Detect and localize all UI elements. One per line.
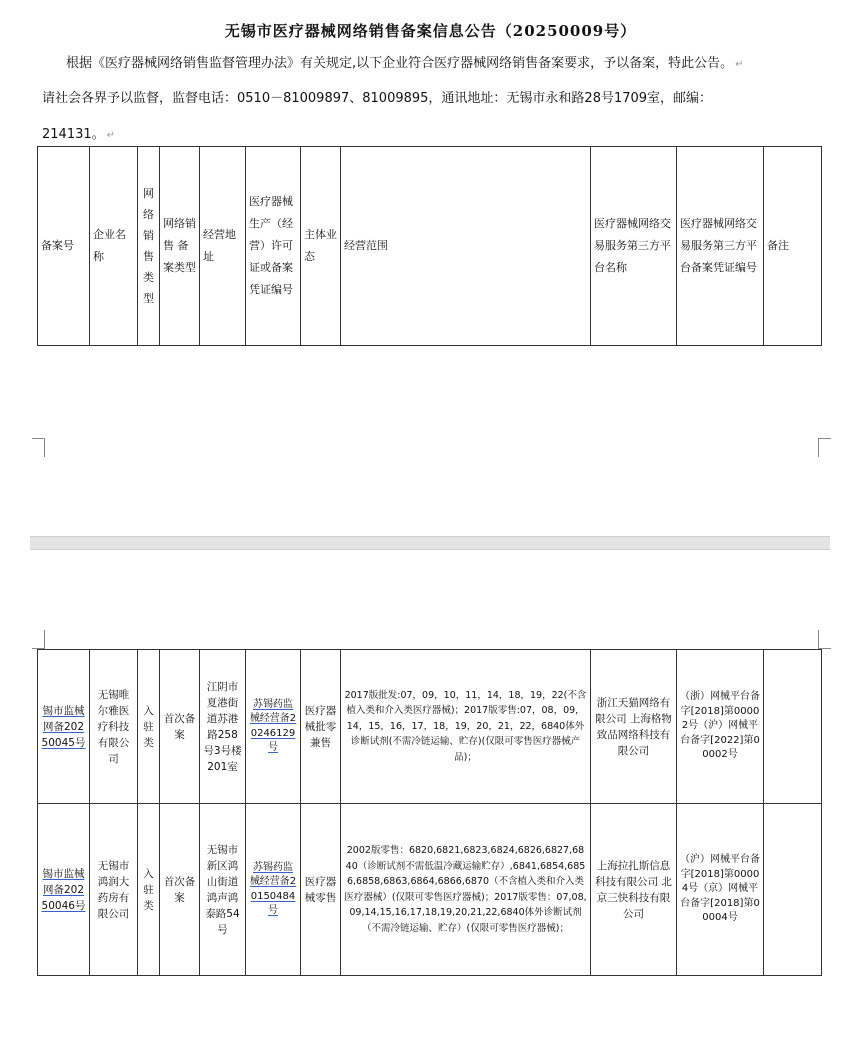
cell-record-type: 首次备案 [160,804,200,976]
cell-platform-no: （沪）网械平台备字[2018]第00004号（京）网械平台备字[2018]第00004号 [677,804,764,976]
header-address: 经营地址 [200,147,246,346]
header-license: 医疗器械生产（经营）许可证或备案凭证编号 [246,147,301,346]
header-platform-no: 医疗器械网络交易服务第三方平台备案凭证编号 [677,147,764,346]
page-break-gap [30,536,830,550]
cell-record-type: 首次备案 [160,650,200,804]
cell-platform-no: （浙）网械平台备字[2018]第00002号（沪）网械平台备字[2022]第00002号 [677,650,764,804]
header-remark: 备注 [764,147,822,346]
header-net-type: 网络销售类型 [138,147,160,346]
cell-business-form: 医疗器械零售 [301,804,341,976]
table-row [38,804,822,976]
header-record-no: 备案号 [38,147,90,346]
cell-scope: 2017版批发:07，09，10，11，14，18，19，22(不含植入类和介入类医疗器械)；2017版零售:07，08，09，14，15，16，17，18，19，20，21，22，6840体外诊断试剂(不需冷链运输、贮存)(仅限可零售医疗器械产品)； [341,650,591,804]
header-platform-name: 医疗器械网络交易服务第三方平台名称 [591,147,677,346]
intro-line-2: 请社会各界予以监督，监督电话：0510－81009897、81009895，通讯地址：无锡市永和路28号1709室，邮编： [42,91,713,106]
header-business-form: 主体业态 [301,147,341,346]
page-corner-mark [32,630,45,649]
intro-line-1: 根据《医疗器械网络销售监督管理办法》有关规定,以下企业符合医疗器械网络销售备案要求，予以备案，特此公告。 ↵ [66,56,744,71]
cell-license: 苏锡药监械经营备20150484号 [246,804,301,976]
cell-remark [764,804,822,976]
page-corner-mark [32,438,45,457]
cell-platform-name: 浙江天猫网络有限公司 上海格物致品网络科技有限公司 [591,650,677,804]
document-title: 无锡市医疗器械网络销售备案信息公告（20250009号） [224,22,637,40]
cell-address: 江阴市夏港街道苏港路258号3号楼201室 [200,650,246,804]
table-row [38,650,822,804]
cell-address: 无锡市新区鸿山街道鸿声鸿泰路54号 [200,804,246,976]
header-scope: 经营范围 [341,147,591,346]
cell-net-type: 入驻类 [138,650,160,804]
cell-record-no: 锡市监械网备20250046号 [38,804,90,976]
cell-platform-name: 上海拉扎斯信息科技有限公司 北京三快科技有限公司 [591,804,677,976]
header-company: 企业名称 [90,147,138,346]
cell-remark [764,650,822,804]
cell-business-form: 医疗器械批零兼售 [301,650,341,804]
records-table [37,649,822,976]
header-table [37,146,822,346]
cell-net-type: 入驻类 [138,804,160,976]
page-corner-mark [818,630,831,649]
cell-record-no: 锡市监械网备20250045号 [38,650,90,804]
cell-license: 苏锡药监械经营备20246129号 [246,650,301,804]
cell-scope: 2002版零售：6820,6821,6823,6824,6826,6827,6840（诊断试剂不需低温冷藏运输贮存）,6841,6854,6856,6858,6863,6864,6866,6870（不含植入类和介入类医疗器械）(仅限可零售医疗器械)；2017版零售：07,08,09,14,15,16,17,18,19,20,21,22,6840体外诊断试剂（不需冷链运输、贮存）(仅限可零售医疗器械)； [341,804,591,976]
cell-company: 无锡唯尔雅医疗科技有限公司 [90,650,138,804]
intro-line-3: 214131。 ↵ [42,127,116,142]
header-net-record-type: 网络销售 备案类型 [160,147,200,346]
cell-company: 无锡市鸿润大药房有限公司 [90,804,138,976]
page-corner-mark [818,438,831,457]
